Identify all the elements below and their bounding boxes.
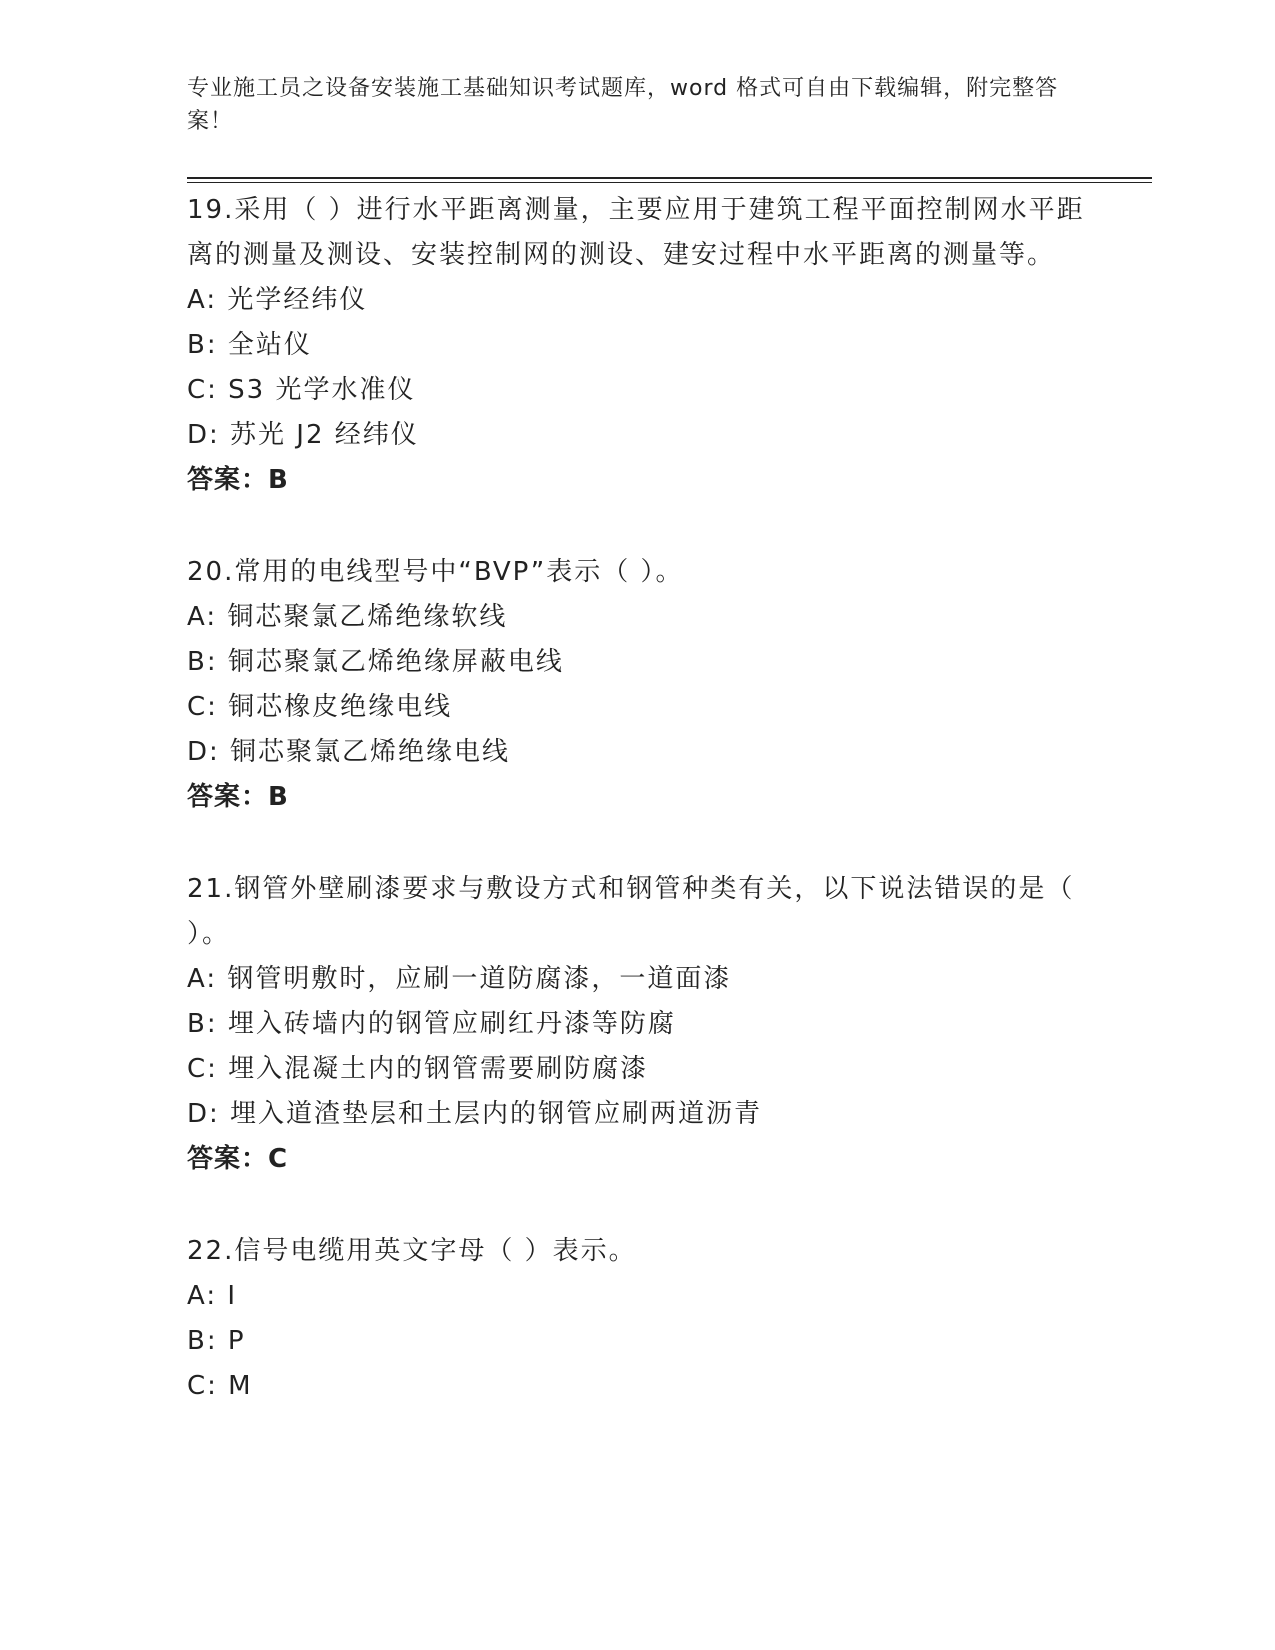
question-list <box>187 188 1087 1409</box>
option-d: D: 苏光 J2 经纬仪 <box>187 420 419 450</box>
answer: 答案：B <box>187 465 289 495</box>
option-b: B: 铜芯聚氯乙烯绝缘屏蔽电线 <box>187 647 564 677</box>
option-b: B: 埋入砖墙内的钢管应刷红丹漆等防腐 <box>187 1009 676 1039</box>
option-c: C: 铜芯橡皮绝缘电线 <box>187 692 453 722</box>
document-header: 专业施工员之设备安装施工基础知识考试题库，word 格式可自由下载编辑，附完整答案！ <box>187 76 1059 134</box>
answer: 答案：C <box>187 1144 289 1174</box>
header-divider-thick <box>187 177 1152 179</box>
option-a: A: 钢管明敷时，应刷一道防腐漆，一道面漆 <box>187 964 732 994</box>
question-gap <box>187 1182 1087 1229</box>
option-a: A: I <box>187 1281 238 1311</box>
header-divider-thin <box>187 182 1152 183</box>
option-c: C: 埋入混凝土内的钢管需要刷防腐漆 <box>187 1054 649 1084</box>
question-22 <box>187 1229 1087 1409</box>
question-stem: 22.信号电缆用英文字母（ ）表示。 <box>187 1236 637 1266</box>
option-c: C: S3 光学水准仪 <box>187 375 416 405</box>
option-b: B: P <box>187 1326 246 1356</box>
option-a: A: 光学经纬仪 <box>187 285 368 315</box>
question-stem: 21.钢管外壁刷漆要求与敷设方式和钢管种类有关，以下说法错误的是（ ）。 <box>187 874 1075 949</box>
question-stem: 19.采用（ ）进行水平距离测量，主要应用于建筑工程平面控制网水平距离的测量及测设、安装控制网的测设、建安过程中水平距离的测量等。 <box>187 195 1085 270</box>
option-a: A: 铜芯聚氯乙烯绝缘软线 <box>187 602 508 632</box>
option-d: D: 铜芯聚氯乙烯绝缘电线 <box>187 737 511 767</box>
question-gap <box>187 503 1087 550</box>
option-c: C: M <box>187 1371 253 1401</box>
answer: 答案：B <box>187 782 289 812</box>
question-19 <box>187 188 1087 503</box>
question-20 <box>187 550 1087 820</box>
question-gap <box>187 820 1087 867</box>
option-b: B: 全站仪 <box>187 330 312 360</box>
question-stem: 20.常用的电线型号中“BVP”表示（ ）。 <box>187 557 684 587</box>
question-21 <box>187 867 1087 1182</box>
option-d: D: 埋入道渣垫层和土层内的钢管应刷两道沥青 <box>187 1099 763 1129</box>
